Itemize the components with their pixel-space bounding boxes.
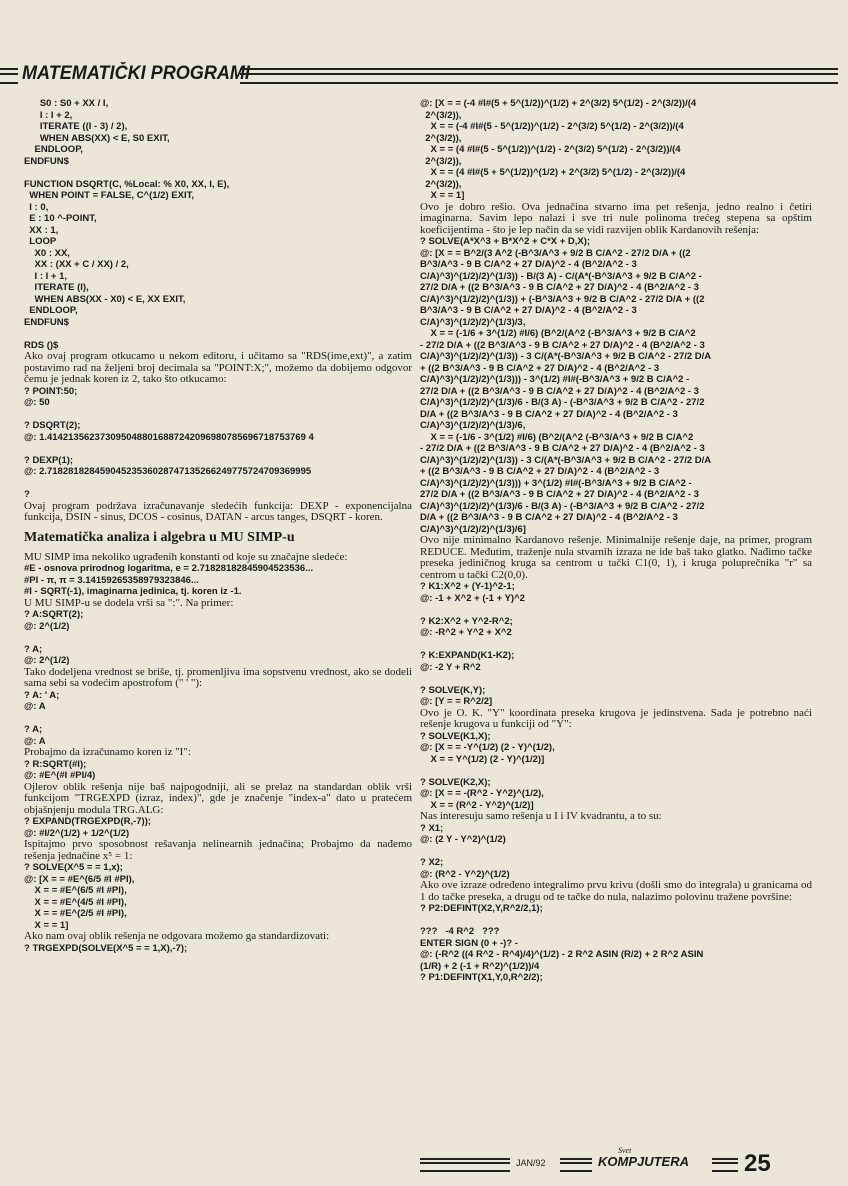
code-line: S0 : S0 + XX / I,	[24, 98, 109, 109]
code-line: X = = (4 #I#(5 - 5^(1/2))^(1/2) - 2^(3/2) 5^(1/2) - 2^(3/2))/(4	[420, 144, 681, 155]
left-column	[24, 98, 412, 1134]
code-line: @: (R^2 - Y^2)^(1/2)	[420, 868, 510, 880]
paragraph: Ovaj program podržava izračunavanje sledećih funkcija: DEXP - exponencijalna funkcija, DSIN - sinus, DCOS - cosinus, DATAN - arcus tanges, DSQRT - koren.	[24, 499, 412, 523]
code-line: 27/2 D/A + ((2 B^3/A^3 - 9 B C/A^2 + 27 D/A)^2 - 4 (B^2/A^2 - 3	[420, 489, 699, 500]
code-line: I : I + 2,	[24, 109, 73, 121]
code-line: @: A	[24, 735, 46, 747]
code-line: 27/2 D/A + ((2 B^3/A^3 - 9 B C/A^2 + 27 D/A)^2 - 4 (B^2/A^2 - 3	[420, 385, 699, 397]
spacer	[420, 846, 812, 858]
code-line: C/A)^3)^(1/2)/2)^(1/3)/6 - B/(3 A) - (-B^3/A^3 + 9/2 B C/A^2 - 27/2	[420, 397, 705, 408]
code-line: ?	[24, 489, 30, 500]
code-line: X = = #E^(2/5 #I #PI),	[24, 908, 127, 919]
paragraph: MU SIMP ima nekoliko ugrađenih konstanti od koje su značajne sledeće:	[24, 550, 348, 563]
spacer	[24, 167, 412, 179]
code-line: @: (-R^2 ((4 R^2 - R^4)/4)^(1/2) - 2 R^2 ASIN (R/2) + 2 R^2 ASIN	[420, 949, 704, 960]
code-line: 2^(3/2)),	[420, 132, 462, 144]
spacer	[24, 409, 412, 421]
code-line: ? P2:DEFINT(X2,Y,R^2/2,1);	[420, 903, 543, 914]
page-footer	[0, 1146, 848, 1180]
code-line: @: [X = = -Y^(1/2) (2 - Y)^(1/2),	[420, 742, 555, 753]
spacer	[420, 639, 812, 651]
code-line: ? POINT:50;	[24, 385, 78, 397]
code-line: #I - SQRT(-1), imaginarna jedinica, tj. koren iz -1.	[24, 586, 242, 597]
code-line: 2^(3/2)),	[420, 109, 462, 121]
code-line: @: [X = = #E^(6/5 #I #PI),	[24, 873, 135, 885]
code-line: I : I + 1,	[24, 270, 68, 282]
code-line: ? X1;	[420, 822, 444, 834]
code-line: ? DEXP(1);	[24, 454, 74, 466]
code-line: @: [Y = = R^2/2]	[420, 696, 493, 707]
right-column	[420, 98, 812, 1134]
code-line: ENDLOOP,	[24, 305, 78, 316]
footer-rule-right	[712, 1158, 738, 1172]
issue-date: JAN/92	[516, 1158, 546, 1168]
code-line: @: 1.4142135623730950488016887242096980785696718753769 4	[24, 431, 314, 443]
code-line: I : 0,	[24, 201, 49, 213]
paragraph: U MU SIMP-u se dodela vrši sa ":". Na primer:	[24, 596, 234, 609]
code-line: D/A + ((2 B^3/A^3 - 9 B C/A^2 + 27 D/A)^2 - 4 (B^2/A^2 - 3	[420, 512, 678, 523]
code-line: @: [X = = -(R^2 - Y^2)^(1/2),	[420, 788, 544, 799]
code-line: ? K1:X^2 + (Y-1)^2-1;	[420, 581, 515, 592]
code-line: WHEN ABS(XX - X0) < E, XX EXIT,	[24, 293, 186, 305]
code-line: - 27/2 D/A + ((2 B^3/A^3 - 9 B C/A^2 + 27 D/A)^2 - 4 (B^2/A^2 - 3	[420, 339, 705, 351]
code-line: C/A)^3)^(1/2)/2)^(1/3))) - 3^(1/2) #I#(-B^3/A^3 + 9/2 B C/A^2 -	[420, 374, 690, 385]
code-line: @: (2 Y - Y^2)^(1/2)	[420, 834, 506, 845]
magazine-name-small: Svet	[618, 1146, 632, 1155]
code-line: B^3/A^3 - 9 B C/A^2 + 27 D/A)^2 - 4 (B^2/A^2 - 3	[420, 305, 637, 316]
code-line: ? SOLVE(K2,X);	[420, 776, 491, 788]
code-line: + ((2 B^3/A^3 - 9 B C/A^2 + 27 D/A)^2 - 4 (B^2/A^2 - 3	[420, 362, 660, 374]
spacer	[24, 328, 412, 340]
header-rule-left	[0, 68, 18, 84]
code-line: C/A)^3)^(1/2)/2)^(1/3))) + 3^(1/2) #I#(-B^3/A^3 + 9/2 B C/A^2 -	[420, 477, 692, 489]
spacer	[24, 478, 412, 490]
code-line: @: 2^(1/2)	[24, 655, 70, 666]
code-line: ENDFUN$	[24, 155, 69, 167]
code-line: ? K2:X^2 + Y^2-R^2;	[420, 615, 513, 627]
paragraph: Ovo nije minimalno Kardanovo rešenje. Minimalnije rešenje daje, na primer, program REDUCE. Međutim, traženje nula stvarnih izraza ne ide baš tako glatko. Nađimo tačke preseka jediničnog kruga sa centrom u tački C1(0, 1), i kruga poluprečnika "r" sa centrom u tački C2(0,0).	[420, 534, 812, 581]
code-line: @: 50	[24, 397, 50, 408]
code-line: FUNCTION DSQRT(C, %Local: % X0, XX, I, E),	[24, 178, 230, 190]
section-header	[0, 60, 848, 90]
spacer	[420, 604, 812, 616]
code-line: C/A)^3)^(1/2)/2)^(1/3)/6,	[420, 420, 526, 431]
code-line: X = = (-4 #I#(5 - 5^(1/2))^(1/2) - 2^(3/2) 5^(1/2) - 2^(3/2))/(4	[420, 121, 684, 132]
code-line: ? A:SQRT(2);	[24, 609, 84, 620]
code-line: @: [X = = (-4 #I#(5 + 5^(1/2))^(1/2) + 2^(3/2) 5^(1/2) - 2^(3/2))/(4	[420, 98, 697, 109]
code-line: @: 2^(1/2)	[24, 620, 70, 632]
section-title: MATEMATIČKI PROGRAMI	[22, 63, 250, 84]
paragraph: Nas interesuju samo rešenja u I i IV kvadrantu, a to su:	[420, 810, 662, 822]
code-line: ? X2;	[420, 857, 444, 868]
code-line: ? SOLVE(K1,X);	[420, 730, 491, 742]
code-line: #E - osnova prirodnog logaritma, e = 2.71828182845904523536...	[24, 563, 314, 574]
code-line: C/A)^3)^(1/2)/2)^(1/3)/3,	[420, 316, 526, 328]
code-line: XX : (XX + C / XX) / 2,	[24, 259, 129, 270]
code-line: 2^(3/2)),	[420, 178, 462, 190]
code-line: @: 2.71828182845904523536028747135266249775724709369995	[24, 466, 312, 477]
code-line: ENDFUN$	[24, 316, 69, 328]
code-line: ? DSQRT(2);	[24, 420, 81, 431]
code-line: RDS ()$	[24, 339, 59, 351]
code-line: X0 : XX,	[24, 247, 70, 259]
paragraph: Ispitajmo prvo sposobnost rešavanja nelinearnih jednačina; Probajmo da nađemo rešenja jednačine x⁵ = 1:	[24, 838, 412, 862]
code-line: ? A: ' A;	[24, 689, 60, 701]
spacer	[420, 673, 812, 685]
code-line: ? TRGEXPD(SOLVE(X^5 = = 1,X),-7);	[24, 942, 188, 954]
code-line: @: -1 + X^2 + (-1 + Y)^2	[420, 592, 525, 604]
code-line: C/A)^3)^(1/2)/2)^(1/3)) + (-B^3/A^3 + 9/2 B C/A^2 - 27/2 D/A + ((2	[420, 293, 705, 305]
code-line: ITERATE ((I - 3) / 2),	[24, 121, 128, 132]
magazine-name: KOMPJUTERA	[598, 1154, 690, 1169]
code-line: E : 10 ^-POINT,	[24, 213, 97, 224]
code-line: - 27/2 D/A + ((2 B^3/A^3 - 9 B C/A^2 + 27 D/A)^2 - 4 (B^2/A^2 - 3	[420, 443, 705, 454]
paragraph: Probajmo da izračunamo koren iz "I":	[24, 746, 191, 758]
code-line: ? EXPAND(TRGEXPD(R,-7));	[24, 816, 152, 827]
code-line: ? SOLVE(X^5 = = 1,x);	[24, 862, 123, 873]
page-number: 25	[744, 1150, 771, 1177]
code-line: X = = 1]	[24, 919, 69, 931]
paragraph: Tako dodeljena vrednost se briše, tj. promenljiva ima sopstvenu vrednost, ako se dodeli sama sebi sa vodećim apostrofom (" ' "):	[24, 665, 412, 689]
code-line: ENTER SIGN (0 + -)? -	[420, 937, 518, 949]
footer-rule-middle	[560, 1158, 592, 1172]
code-line: WHEN POINT = FALSE, C^(1/2) EXIT,	[24, 190, 194, 201]
code-line: ? A;	[24, 724, 43, 735]
code-line: ITERATE (I),	[24, 282, 89, 293]
paragraph: Ojlerov oblik rešenja nije baš najpogodniji, ali se prelaz na standardan oblik vrši funkcijom "TRGEXPD (izraz, index)", gde je značenje "index-a" dato u pratećem objašnjenju modula TRG.ALG:	[24, 780, 412, 816]
code-line: ? R:SQRT(#I);	[24, 758, 87, 770]
code-line: @: #E^(#I #PI/4)	[24, 770, 96, 781]
spacer	[420, 915, 812, 927]
code-line: X = = 1]	[420, 190, 465, 201]
code-line: ? SOLVE(K,Y);	[420, 684, 486, 696]
spacer	[24, 443, 412, 455]
code-line: X = = (-1/6 + 3^(1/2) #I/6) (B^2/(A^2 (-B^3/A^3 + 9/2 B C/A^2	[420, 328, 696, 339]
code-line: X = = #E^(4/5 #I #PI),	[24, 896, 127, 908]
code-line: @: [X = = B^2/(3 A^2 (-B^3/A^3 + 9/2 B C/A^2 - 27/2 D/A + ((2	[420, 247, 691, 259]
code-line: (1/R) + 2 (-1 + R^2)^(1/2))/4	[420, 960, 540, 972]
code-line: ??? -4 R^2 ???	[420, 926, 500, 937]
spacer	[420, 765, 812, 777]
code-line: C/A)^3)^(1/2)/2)^(1/3)) - B/(3 A) - C/(A*(-B^3/A^3 + 9/2 B C/A^2 -	[420, 270, 702, 282]
code-line: D/A + ((2 B^3/A^3 - 9 B C/A^2 + 27 D/A)^2 - 4 (B^2/A^2 - 3	[420, 408, 678, 420]
paragraph: Ako nam ovaj oblik rešenja ne odgovara možemo ga standardizovati:	[24, 930, 330, 942]
code-line: LOOP	[24, 236, 57, 247]
code-line: #PI - π, π = 3.14159265358979323846...	[24, 574, 199, 586]
subheading: Matematička analiza i algebra u MU SIMP-u	[24, 529, 295, 545]
code-line: WHEN ABS(XX) < E, S0 EXIT,	[24, 132, 170, 144]
code-line: @: #I/2^(1/2) + 1/2^(1/2)	[24, 827, 130, 839]
paragraph: Ako ovaj program otkucamo u nekom editoru, i učitamo sa "RDS(ime,ext)", a zatim postavimo rad na željeni broj decimala sa "POINT:X;", možemo da dobijemo odgovor čemu je jednak koren iz 2, tako što otkucamo:	[24, 350, 412, 385]
code-line: C/A)^3)^(1/2)/2)^(1/3)/6]	[420, 523, 526, 535]
spacer	[24, 632, 412, 644]
code-line: X = = Y^(1/2) (2 - Y)^(1/2)]	[420, 753, 545, 765]
code-line: ? SOLVE(A*X^3 + B*X^2 + C*X + D,X);	[420, 236, 591, 247]
footer-rule-left	[420, 1158, 510, 1172]
code-line: X = = (-1/6 - 3^(1/2) #I/6) (B^2/(A^2 (-B^3/A^3 + 9/2 B C/A^2	[420, 431, 694, 443]
code-line: 2^(3/2)),	[420, 155, 462, 167]
code-line: C/A)^3)^(1/2)/2)^(1/3)) - 3 C/(A*(-B^3/A^3 + 9/2 B C/A^2 - 27/2 D/A	[420, 454, 712, 466]
code-line: B^3/A^3 - 9 B C/A^2 + 27 D/A)^2 - 4 (B^2/A^2 - 3	[420, 259, 637, 270]
code-line: + ((2 B^3/A^3 - 9 B C/A^2 + 27 D/A)^2 - 4 (B^2/A^2 - 3	[420, 466, 660, 477]
code-line: C/A)^3)^(1/2)/2)^(1/3)/6 - B/(3 A) - (-B^3/A^3 + 9/2 B C/A^2 - 27/2	[420, 500, 705, 512]
paragraph: Ako ove izraze određeno integralimo prvu krivu (došli smo do integrala) u granicama od 1 do tačke preseka, a drugu od te tačke do nula, nalazimo polovinu tražene površine:	[420, 879, 812, 903]
paragraph: Ovo je O. K. "Y" koordinata preseka krugova je jedinstvena. Sada je potrebno naći rešenje krugova u funkciji od "Y":	[420, 706, 812, 730]
code-line: 27/2 D/A + ((2 B^3/A^3 - 9 B C/A^2 + 27 D/A)^2 - 4 (B^2/A^2 - 3	[420, 282, 699, 293]
code-line: X = = (R^2 - Y^2)^(1/2)]	[420, 799, 534, 811]
code-line: ? K:EXPAND(K1-K2);	[420, 650, 515, 661]
paragraph: Ovo je dobro rešio. Ova jednačina stvarno ima pet rešenja, jedno realno i četiri imaginarna. Savim lepo nalazi i sve tri nule polinoma trećeg stepena sa opštim koeficijentima - što je lep način da se vidi razvijen oblik Kardanovih rešenja:	[420, 200, 812, 236]
header-rule-right	[240, 68, 838, 84]
code-line: X = = (4 #I#(5 + 5^(1/2))^(1/2) + 2^(3/2) 5^(1/2) - 2^(3/2))/(4	[420, 167, 686, 178]
code-line: @: -R^2 + Y^2 + X^2	[420, 627, 512, 638]
code-line: X = = #E^(6/5 #I #PI),	[24, 885, 127, 896]
code-line: XX : 1,	[24, 224, 59, 236]
code-line: ? A;	[24, 643, 43, 655]
spacer	[24, 713, 412, 725]
code-line: @: A	[24, 701, 46, 712]
code-line: ? P1:DEFINT(X1,Y,0,R^2/2);	[420, 972, 543, 983]
code-line: C/A)^3)^(1/2)/2)^(1/3)) - 3 C/(A*(-B^3/A^3 + 9/2 B C/A^2 - 27/2 D/A	[420, 351, 712, 362]
code-line: ENDLOOP,	[24, 144, 83, 155]
code-line: @: -2 Y + R^2	[420, 661, 481, 673]
